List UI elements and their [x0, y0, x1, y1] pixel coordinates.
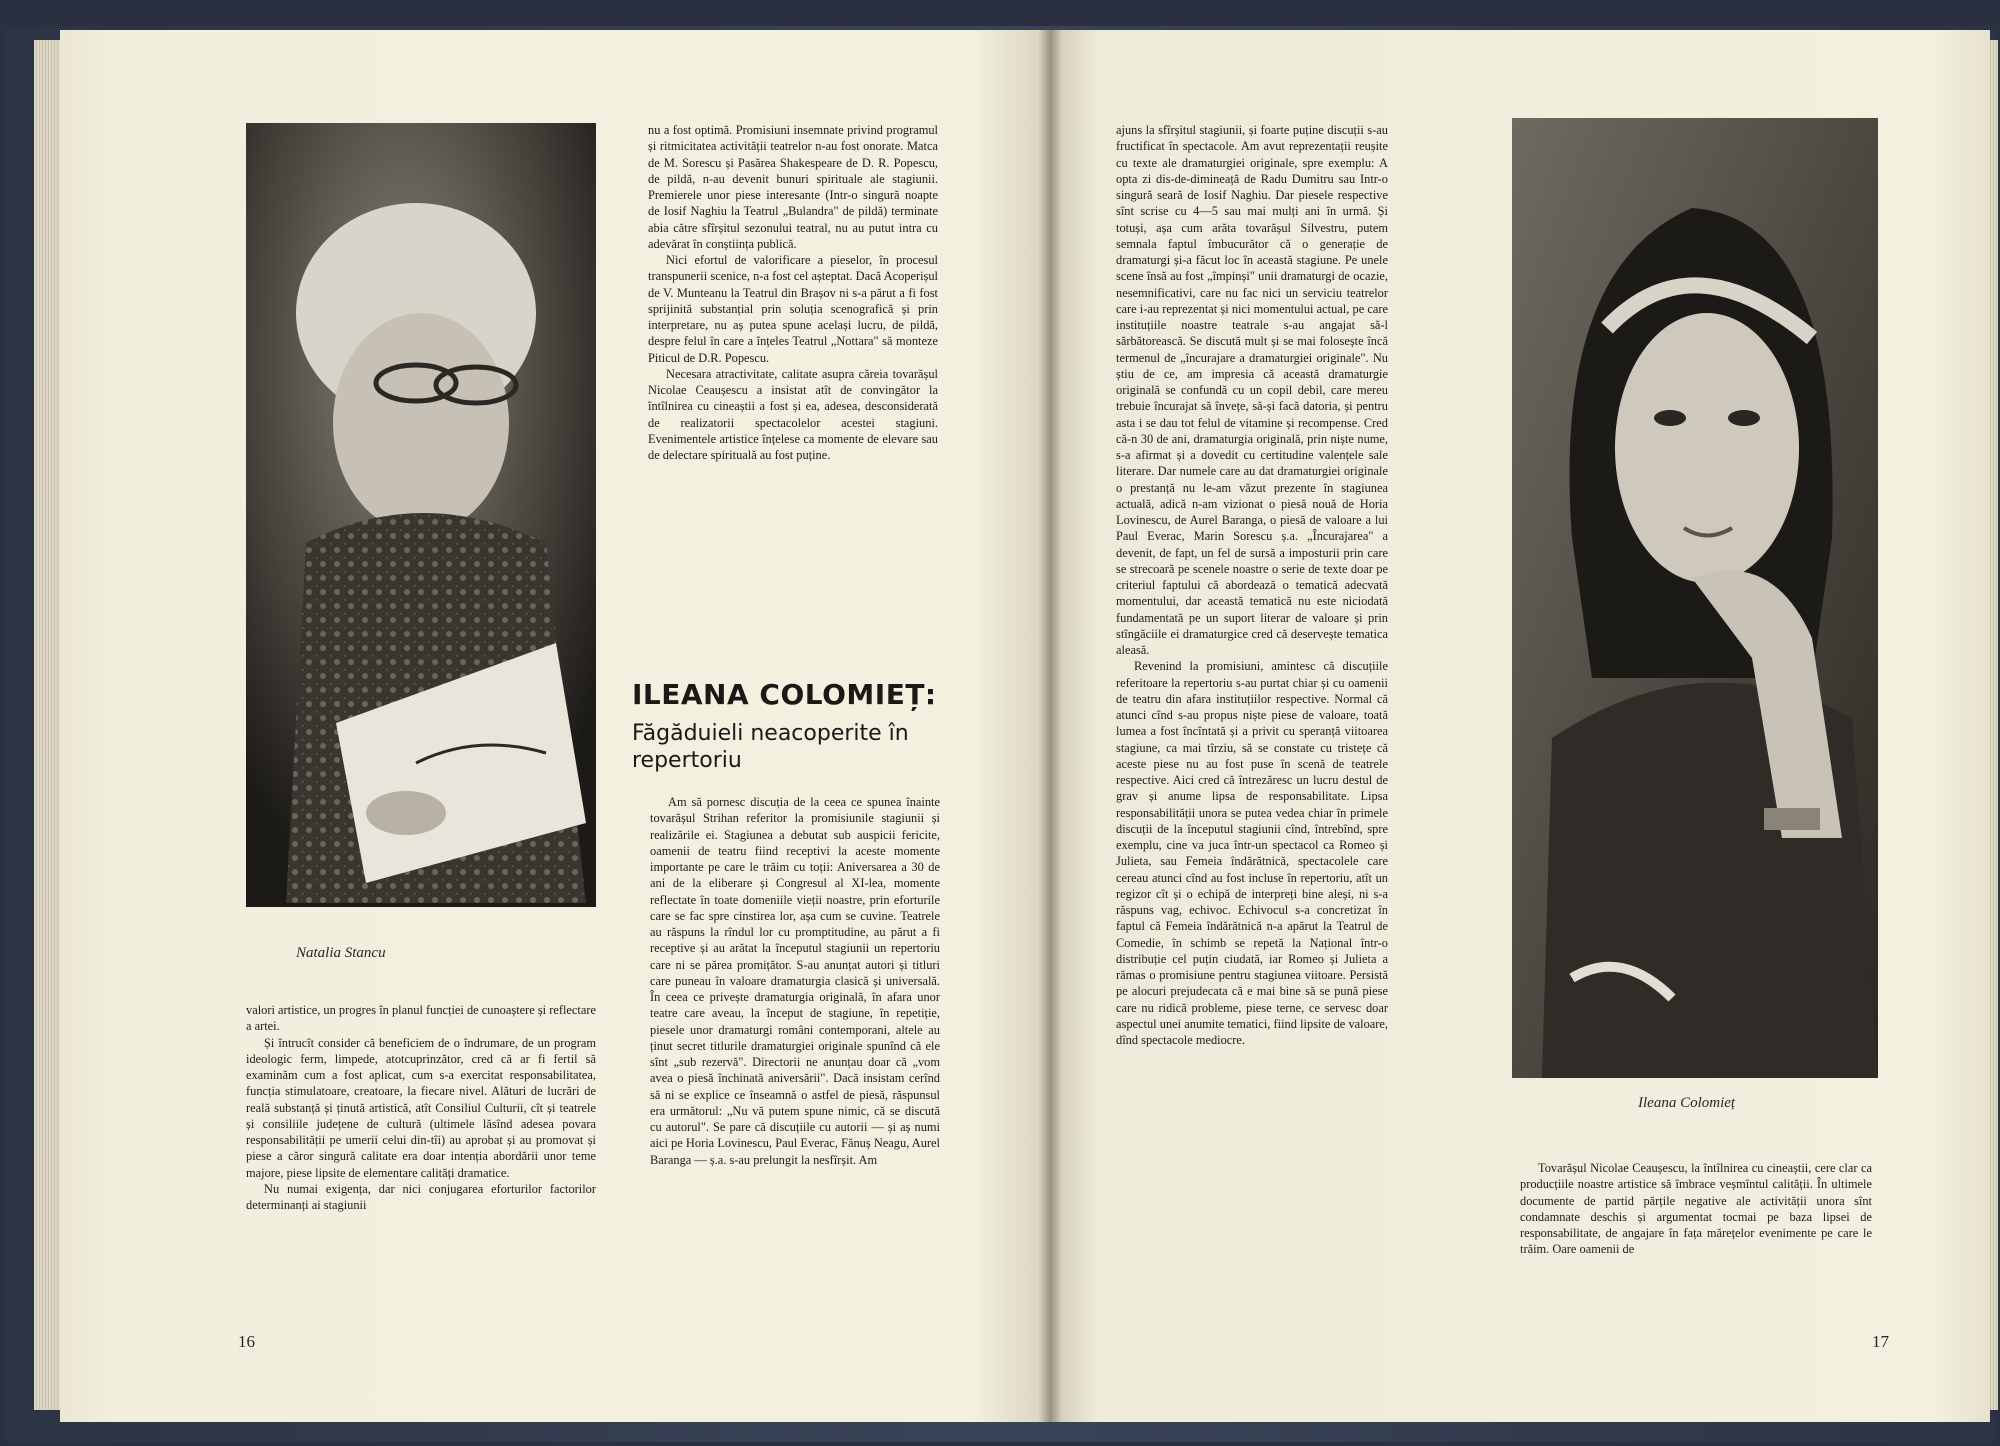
column-top-right [648, 122, 938, 604]
paragraph: Necesara atractivitate, calitate asupra căreia tovarășul Nicolae Ceaușescu a insistat atît de convingător la întîlnirea cu cineaștii a fost și ea, adesea, desconsiderată de realizatorii spectacolelor acestei stagiuni. Evenimentele artistice înțelese ca momente de elevare sau de delectare spirituală au fost puține. [648, 366, 938, 462]
article-subtitle: Făgăduieli neacoperite în repertoriu [632, 721, 909, 773]
portrait-illustration [246, 123, 596, 907]
portrait-photo-natalia-stancu [246, 123, 596, 907]
paragraph: Revenind la promisiuni, amintesc că discuțiile referitoare la repertoriu s-au purtat chiar și cu oamenii de teatru din afara instituțiilor respective. Normal că atunci cînd s-au propus niște piese de valoare, toată lumea a fost încîntată și a privit cu speranță viitoarea stagiune, ca mai tîrziu, să se constate cu tristețe că aceste piese nu au fost puse în scenă de teatrele respective. Aici cred că întrezăresc un lucru destul de grav și anume lipsa de responsabilitate. Lipsa responsabilității unora se putea vedea chiar în primele discuții de la începutul stagiunii cînd, întrebînd, spre exemplu, cine va juca într-un spectacol ca Romeo și Julieta, sau Femeia îndărătnică, spectacolele care cereau atunci cînd au fost incluse în repertoriu, atît un regizor cît și o echipă de interpreți bine aleși, ni s-a răspuns vag, echivoc. Echivocul s-a concretizat în faptul că Femeia îndărătnică n-a apărut la Teatrul de Comedie, în schimb se repetă la Național într-o distribuție cel puțin ciudată, iar Romeo și Julieta a rămas o promisiune pentru stagiunea viitoare. Persistă pe alocuri prejudecata că e mai bine să se pună piese care nu ridică probleme, piese terne, ce servesc doar aspectul unei anumite tematici, fiind lipsite de valoare, dînd spectacole mediocre. [1116, 659, 1388, 1047]
paragraph: Și întrucît consider că beneficiem de o îndrumare, de un program ideologic ferm, limpede, atotcuprinzător, cred că ar fi fertil să examinăm cum a fost aplicat, cum s-a exercitat responsabilitatea, funcția stimulatoare, creatoare, la fiecare nivel. Alături de lucrări de reală substanță și ținută artistică, atît Consiliul Culturii, cît și teatrele și consiliile județene de cultură (ultimele lăsînd adesea povara responsabilității pe umerii celui din-tîi) au aprobat și au promovat și piese a căror singură calitate era doar intenția abordării unor teme majore, piese lipsite de elementare calități dramatice. [246, 1035, 596, 1180]
column-bottom-right [650, 794, 940, 1314]
column-bottom-left [246, 1002, 596, 1312]
page-number: 16 [238, 1332, 255, 1351]
photo-caption: Ileana Colomieț [1638, 1095, 1736, 1111]
portrait-photo-ileana-colomiet [1512, 118, 1878, 1078]
column-right [1520, 1160, 1872, 1320]
paragraph: valori artistice, un progres în planul funcției de cunoaștere și reflectare a artei. [246, 1003, 596, 1034]
paragraph: Tovarășul Nicolae Ceaușescu, la întîlnirea cu cineaștii, cere clar ca producțiile noastre artistice să îmbrace veșmîntul calității. În ultimele documente de partid părțile negative ale activității unora sînt condamnate deschis și argumentat tocmai pe baza lipsei de responsabilitate, de angajare în fața mărețelor evenimente pe care le trăim. Oare oamenii de [1520, 1161, 1872, 1257]
book-gutter [1038, 30, 1062, 1422]
article-author-heading: ILEANA COLOMIEȚ: [632, 678, 937, 711]
left-page [60, 30, 1050, 1422]
paragraph: Nici efortul de valorificare a pieselor, în procesul transpunerii scenice, n-a fost cel așteptat. Dacă Acoperișul de V. Munteanu la Teatrul din Brașov ni s-a părut a fi fost sprijinită substanțial prin soluția scenografică și prin interpretare, nu aș putea spune același lucru, de pildă, despre felul în care a înțeles Teatrul „Nottara" să monteze Piticul de D.R. Popescu. [648, 253, 938, 365]
paragraph: Nu numai exigența, dar nici conjugarea eforturilor factorilor determinanți ai stagiunii [246, 1181, 596, 1212]
paragraph: Am să pornesc discuția de la ceea ce spunea înainte tovarășul Strihan referitor la promisiunile stagiunii și realizările ei. Stagiunea a debutat sub auspicii fericite, oamenii de teatru fiind receptivi la aceste momente importante pe care le trăim cu toții: Aniversarea a 30 de ani de la eliberare și Congresul al XI-lea, momente reflectate în toate domeniile vieții noastre, prin eforturile care se fac spre cinstirea lor, așa cum se cuvine. Teatrele au răspuns la rîndul lor cu promptitudine, au părut a fi receptive și au arătat la începutul stagiunii un repertoriu care ni se părea promițător. S-au anunțat autori și titluri care puneau în valoare dramaturgia clasică și universală. În ceea ce privește dramaturgia originală, în afara unor teatre care aveau, la început de stagiune, în repetiție, piesele unor dramaturgi români contemporani, altele au ținut secret titlurile dramaturgiei originale spunînd că ele sînt „sub rezervă". Directorii ne anunțau doar că „vom avea o piesă închinată aniversării". Dacă insistam cerînd să ni se explice ce înseamnă o astfel de piesă, răspunsul era următorul: „Nu vă putem spune nimic, că se discută cu autorul". Se pare că discuțiile cu autorii — și aș numi aici pe Horia Lovinescu, Paul Everac, Fănuș Neagu, Aurel Baranga — ș.a. s-au prelungit la nesfîrșit. Am [650, 795, 940, 1167]
photo-caption: Natalia Stancu [296, 945, 386, 961]
paragraph: ajuns la sfîrșitul stagiunii, și foarte puține discuții s-au fructificat în spectacole. Am avut reprezentații reușite cu texte ale dramaturgiei originale, spre exemplu: A opta zi dis-de-dimineață de Radu Dumitru sau Intr-o singură seară de Iosif Naghiu. Dar piesele respective sînt scrise cu 4—5 sau mai mulți ani în urmă. Și totuși, așa cum arăta tovarășul Silvestru, putem semnala faptul îmbucurător că o generație de dramaturgi și-a făcut loc în această stagiune. Pe unele scene însă au fost „împinși" unii dramaturgi de ocazie, nesemnificativi, care nu fac nici un serviciu teatrelor care i-au reprezentat și nici momentului actual, pe care instituțiile noastre teatrale s-au angajat să-l sărbătorească. Se discută mult și se mai folosește încă termenul de „încurajare a dramaturgiei originale". Nu știu de ce, am impresia că această dramaturgie originală se confundă cu un copil debil, care mereu trebuie încurajat să învețe, să-și facă datoria, și pentru asta i se dau tot felul de vitamine și recompense. Cred că-n 30 de ani, dramaturgia originală, prin niște nume, s-a afirmat și a dovedit cu certitudine valențele sale literare. Dar numele care au dat dramaturgiei originale o prestanță nu le-am văzut prezente în stagiunea actuală, adică n-am vizionat o piesă nouă de Horia Lovinescu, de Aurel Baranga, o piesă de valoare a lui Paul Everac, Marin Sorescu ș.a. „Încurajarea" a devenit, de fapt, un fel de sursă a imposturii prin care se strecoară pe scenele noastre o serie de texte doar pe criteriul faptului că abordează o tematică adecvată momentului, dar această tematică nu este niciodată fundamentată pe un suport literar de valoare și prin stîngăciile ei dramaturgice cred că deservește tematica aleasă. [1116, 123, 1388, 657]
portrait-illustration [1512, 118, 1878, 1078]
paragraph: nu a fost optimă. Promisiuni insemnate privind programul și ritmicitatea activității teatrelor n-au fost onorate. Matca de M. Sorescu și Pasărea Shakespeare de D. R. Popescu, de pildă, n-au devenit bunuri spirituale ale stagiunii. Premierele unor piese interesante (Intr-o singură noapte de Iosif Naghiu la Teatrul „Bulandra" de pildă) terminate abia către sfîrșitul sezonului teatral, nu au putut intra cu adevărat în conștiința publică. [648, 123, 938, 251]
right-page [1050, 30, 1990, 1422]
page-number: 17 [1872, 1332, 1889, 1351]
column-left [1116, 122, 1388, 1318]
